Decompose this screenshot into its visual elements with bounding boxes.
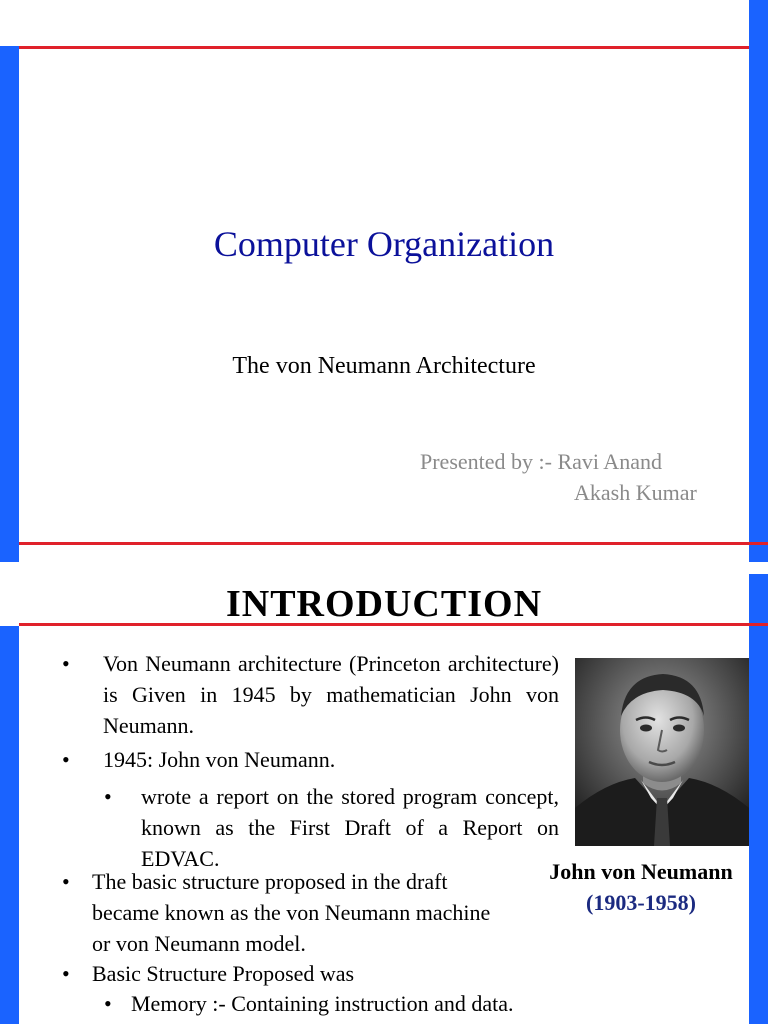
slide-heading: INTRODUCTION — [225, 583, 543, 625]
introduction-slide — [0, 574, 768, 1024]
sub-bullet-icon: • — [104, 991, 112, 1016]
bullet-item: The basic structure proposed in the draft became known as the von Neumann machine or von Neumann model. — [92, 869, 491, 956]
left-accent-bar — [0, 626, 19, 1024]
portrait-years: (1903-1958) — [586, 890, 696, 915]
second-presenter: Akash Kumar — [574, 480, 697, 505]
right-accent-bar — [749, 574, 768, 1024]
portrait-caption: John von Neumann — [549, 859, 733, 884]
slide-title: Computer Organization — [213, 224, 555, 264]
slide-subtitle: The von Neumann Architecture — [232, 353, 536, 379]
sub-bullet-icon: • — [104, 784, 112, 809]
bottom-rule — [19, 542, 768, 545]
bullet-icon: • — [62, 961, 70, 986]
bullet-item: Von Neumann architecture (Princeton architecture) is Given in 1945 by mathematician John von Neumann. — [103, 651, 559, 738]
presented-by: Presented by :- Ravi Anand — [420, 449, 662, 474]
portrait-photo-icon — [575, 658, 749, 846]
top-rule — [19, 46, 749, 49]
left-accent-bar — [0, 46, 19, 562]
sub-bullet-item: wrote a report on the stored program concept, known as the First Draft of a Report on EDVAC. — [141, 784, 559, 871]
bullet-item: 1945: John von Neumann. — [103, 747, 336, 772]
bullet-icon: • — [62, 747, 70, 772]
bullet-icon: • — [62, 869, 70, 894]
bullet-item: Basic Structure Proposed was — [92, 961, 355, 986]
right-accent-bar — [749, 0, 768, 562]
bullet-icon: • — [62, 651, 70, 676]
sub-bullet-item: Memory :- Containing instruction and data. — [131, 991, 514, 1016]
